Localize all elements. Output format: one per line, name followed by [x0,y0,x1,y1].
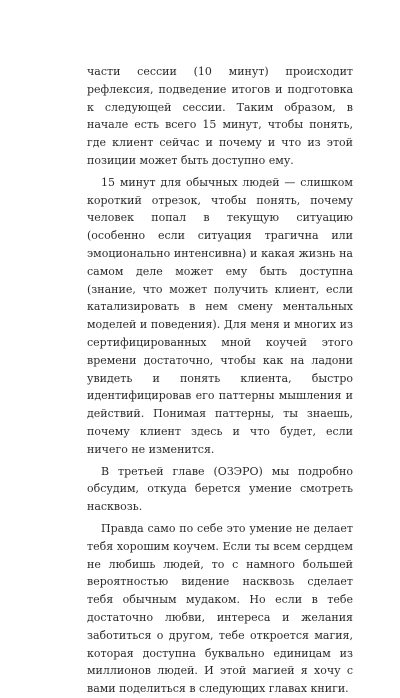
body-text [87,63,353,698]
paragraph-2: 15 минут для обычных людей — слишком короткий отрезок, чтобы понять, почему человек попал в текущую ситуацию (особенно если ситуация трагична или эмоционально интенсивна) и какая жизнь на самом деле может ему быть доступна (знание, что может получить клиент, если катализировать в нем смену ментальных моделей и поведения). Для меня и многих из сертифицированных мной коучей этого времени достаточно, чтобы как на ладони увидеть и понять клиента, быстро идентифицировав его паттерны мышления и действий. Понимая паттерны, ты знаешь, почему клиент здесь и что будет, если ничего не изменится. [87,175,353,456]
paragraph-1: части сессии (10 минут) происходит рефлексия, подведение итогов и подготовка к следующей сессии. Таким образом, в начале есть всего 15 минут, чтобы понять, где клиент сейчас и почему и что из этой позиции может быть доступно ему. [87,65,353,167]
paragraph-4: Правда само по себе это умение не делает тебя хорошим коучем. Если ты всем сердцем не любишь людей, то с намного большей вероятностью видение насквозь сделает тебя обычным мудаком. Но если в тебе достаточно любви, интереса и желания заботиться о другом, тебе откроется магия, которая доступна буквально единицам из миллионов людей. И этой магией я хочу с вами поделиться в следующих главах книги. [87,521,353,696]
paragraph-3: В третьей главе (ОЗЭРО) мы подробно обсудим, откуда берется умение смотреть насквозь. [87,464,353,514]
